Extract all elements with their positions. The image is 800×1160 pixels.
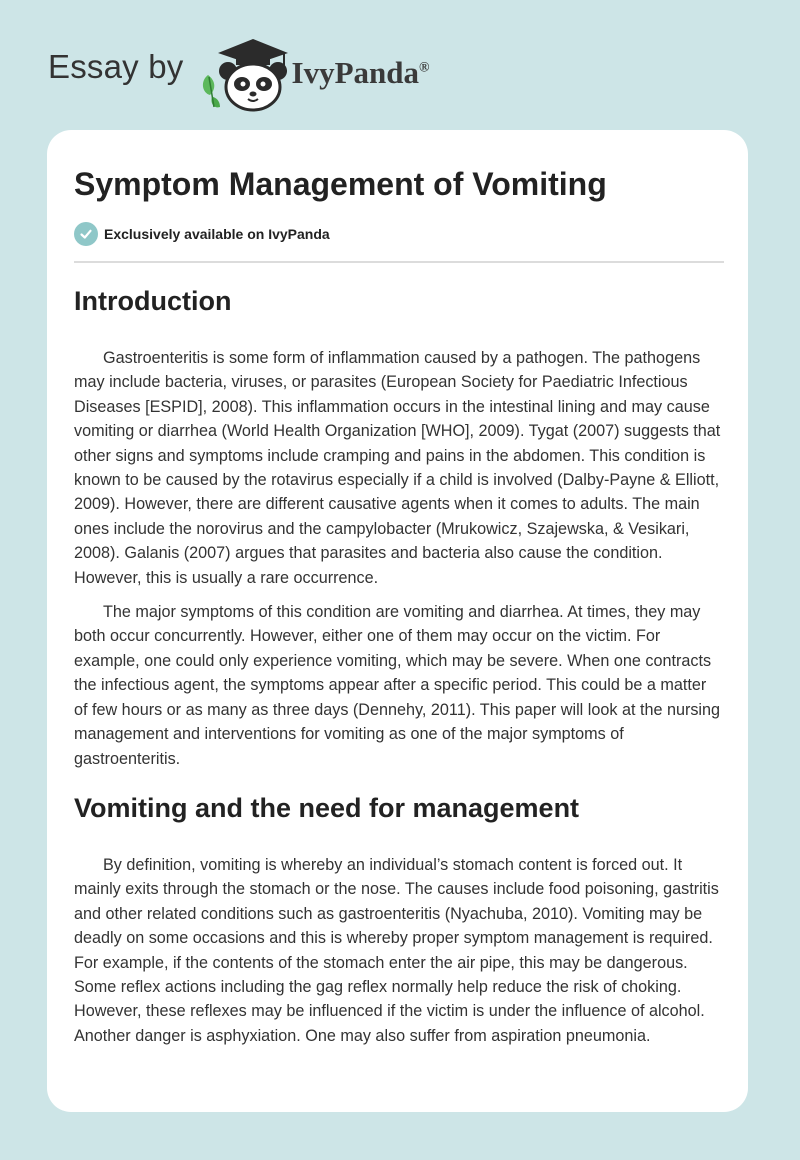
paragraph: The major symptoms of this condition are vomiting and diarrhea. At times, they may both occur concurrently. However, either one of them may occur on the victim. For example, one could only experience vomiting, which may be severe. When one contracts the infectious agent, the symptoms appear after a specific period. This could be a matter of few hours or as many as three days (Dennehy, 2011). This paper will look at the nursing management and interventions for vomiting as one of the major symptoms of gastroenteritis.: [74, 603, 721, 768]
registered-mark: ®: [418, 60, 430, 76]
panda-logo-icon[interactable]: [198, 31, 298, 113]
paragraph: Gastroenteritis is some form of inflammation caused by a pathogen. The pathogens may include bacteria, viruses, or parasites (European Society for Paediatric Infectious Diseases [ESPID], 2008). This inflammation occurs in the intestinal lining and may cause vomiting or diarrhea (World Health Organization [WHO], 2009). Tygat (2007) suggests that other signs and symptoms include cramping and pains in the abdomen. This condition is known to be caused by the rotavirus especially if a child is involved (Dalby-Payne & Elliott, 2009). However, there are different causative agents when it comes to adults. The main ones include the norovirus and the campylobacter (Mrukowicz, Szajewska, & Vesikari, 2008). Galanis (2007) argues that parasites and bacteria also cause the condition. However, this is usually a rare occurrence.: [74, 349, 721, 587]
essay-card: [47, 130, 748, 1112]
exclusive-badge: [74, 222, 330, 246]
site-header: [48, 32, 429, 112]
title-divider: [74, 261, 724, 263]
page-title: Symptom Management of Vomiting: [74, 166, 607, 202]
paragraph: By definition, vomiting is whereby an individual’s stomach content is forced out. It mainly exits through the stomach or the nose. The causes include food poisoning, gastritis and other related conditions such as gastroenteritis (Nyachuba, 2010). Vomiting may be deadly on some occasions and this is whereby proper symptom management is required. For example, if the contents of the stomach enter the air pipe, this may be dangerous. Some reflex actions including the gag reflex normally help reduce the risk of choking. However, these reflexes may be influenced if the victim is under the influence of alcohol. Another danger is asphyxiation. One may also suffer from aspiration pneumonia.: [74, 855, 719, 1045]
check-icon: [74, 222, 98, 246]
brand-name[interactable]: IvyPanda®: [291, 55, 430, 90]
badge-label: Exclusively available on IvyPanda: [104, 226, 330, 242]
essay-by-label: Essay by: [48, 48, 184, 85]
essay-body: [74, 278, 724, 1048]
section-heading-introduction: Introduction: [74, 286, 232, 316]
section-heading-vomiting: Vomiting and the need for management: [74, 792, 580, 823]
